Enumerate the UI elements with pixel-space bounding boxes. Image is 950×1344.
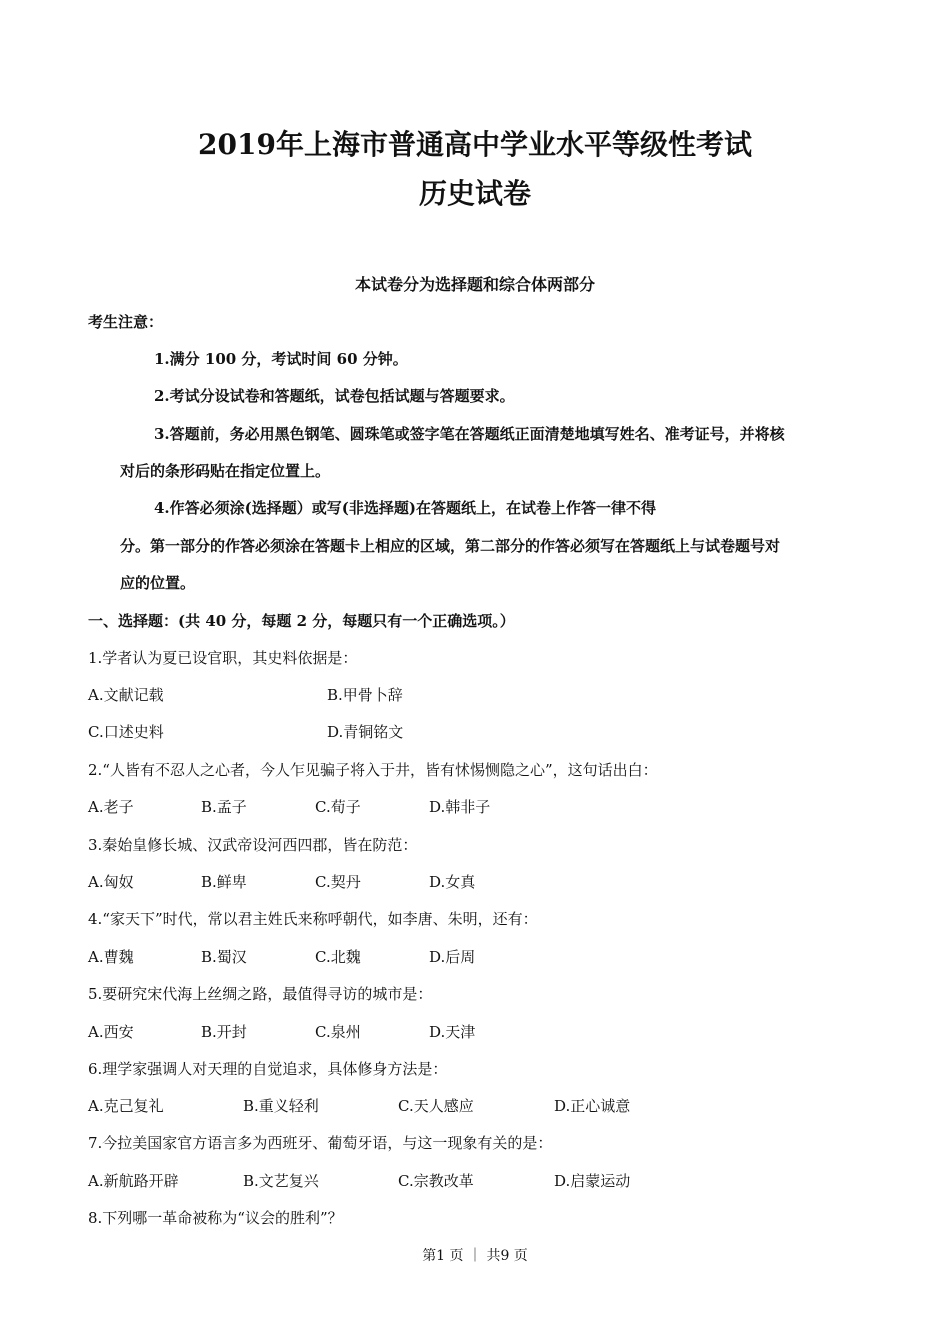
question-3-stem: 3.秦始皇修长城、汉武帝设河西四郡，皆在防范： bbox=[88, 836, 418, 854]
question-4-option-c: C.北魏 bbox=[315, 948, 361, 966]
question-1-option-b: B.甲骨卜辞 bbox=[327, 686, 403, 704]
page-footer: 第1 页 ｜ 共9 页 bbox=[422, 1248, 528, 1264]
exam-subject-title: 历史试卷 bbox=[418, 177, 531, 210]
question-6-option-b: B.重义轻利 bbox=[243, 1097, 319, 1115]
question-5-option-b: B.开封 bbox=[201, 1023, 247, 1041]
question-2-stem: 2.“人皆有不忍人之心者，今人乍见骗子将入于井，皆有怵惕恻隐之心”，这句话出白： bbox=[88, 761, 658, 779]
question-3-option-c: C.契丹 bbox=[315, 873, 361, 891]
question-7-option-c: C.宗教改革 bbox=[398, 1172, 474, 1190]
question-2-option-a: A.老子 bbox=[88, 798, 134, 816]
question-6-option-a: A.克己复礼 bbox=[88, 1097, 164, 1115]
question-2-option-c: C.荀子 bbox=[315, 798, 361, 816]
notice-item-4-line-3: 应的位置。 bbox=[120, 574, 196, 592]
question-3-option-d: D.女真 bbox=[429, 873, 476, 891]
exam-title: 2019年上海市普通高中学业水平等级性考试 bbox=[198, 128, 752, 161]
question-7-stem: 7.今拉美国家官方语言多为西班牙、葡萄牙语，与这一现象有关的是： bbox=[88, 1134, 553, 1152]
notice-heading: 考生注意： bbox=[88, 313, 164, 331]
question-1-stem: 1.学者认为夏已设官职，其史料依据是： bbox=[88, 649, 358, 667]
question-6-option-d: D.正心诚意 bbox=[554, 1097, 631, 1115]
notice-item-4-line-2: 分。第一部分的作答必须涂在答题卡上相应的区域，第二部分的作答必须写在答题纸上与试卷题号对 bbox=[120, 537, 781, 555]
notice-item-2: 2.考试分设试卷和答题纸，试卷包括试题与答题要求。 bbox=[154, 387, 515, 405]
notice-item-3-line-1: 3.答题前，务必用黑色钢笔、圆珠笔或签字笔在答题纸正面清楚地填写姓名、准考证号，并将核 bbox=[154, 425, 785, 443]
exam-structure-note: 本试卷分为选择题和综合体两部分 bbox=[354, 275, 595, 294]
question-2-option-b: B.孟子 bbox=[201, 798, 247, 816]
question-5-option-d: D.天津 bbox=[429, 1023, 476, 1041]
question-3-option-a: A.匈奴 bbox=[88, 873, 134, 891]
question-5-option-a: A.西安 bbox=[88, 1023, 134, 1041]
question-7-option-d: D.启蒙运动 bbox=[554, 1172, 631, 1190]
question-1-option-a: A.文献记载 bbox=[88, 686, 164, 704]
question-8-stem: 8.下列哪一革命被称为“议会的胜利”？ bbox=[88, 1209, 343, 1227]
question-2-option-d: D.韩非子 bbox=[429, 798, 491, 816]
notice-item-4-line-1: 4.作答必须涂(选择题）或写(非选择题)在答题纸上，在试卷上作答一律不得 bbox=[154, 499, 656, 517]
question-5-stem: 5.要研究宋代海上丝绸之路，最值得寻访的城市是： bbox=[88, 985, 433, 1003]
question-6-option-c: C.天人感应 bbox=[398, 1097, 474, 1115]
question-4-stem: 4.“家天下”时代，常以君主姓氏来称呼朝代，如李唐、朱明，还有： bbox=[88, 910, 538, 928]
question-6-stem: 6.理学家强调人对天理的自觉追求，具体修身方法是： bbox=[88, 1060, 448, 1078]
question-7-option-a: A.新航路开辟 bbox=[88, 1172, 179, 1190]
question-4-option-d: D.后周 bbox=[429, 948, 476, 966]
notice-item-3-line-2: 对后的条形码贴在指定位置上。 bbox=[120, 462, 331, 480]
question-7-option-b: B.文艺复兴 bbox=[243, 1172, 319, 1190]
question-3-option-b: B.鲜卑 bbox=[201, 873, 247, 891]
question-4-option-a: A.曹魏 bbox=[88, 948, 134, 966]
section-1-heading: 一、选择题：(共 40 分，每题 2 分，每题只有一个正确选项。） bbox=[88, 612, 515, 630]
question-5-option-c: C.泉州 bbox=[315, 1023, 361, 1041]
question-1-option-d: D.青铜铭文 bbox=[327, 723, 404, 741]
notice-item-1: 1.满分 100 分，考试时间 60 分钟。 bbox=[154, 350, 408, 368]
question-1-option-c: C.口述史料 bbox=[88, 723, 164, 741]
question-4-option-b: B.蜀汉 bbox=[201, 948, 247, 966]
